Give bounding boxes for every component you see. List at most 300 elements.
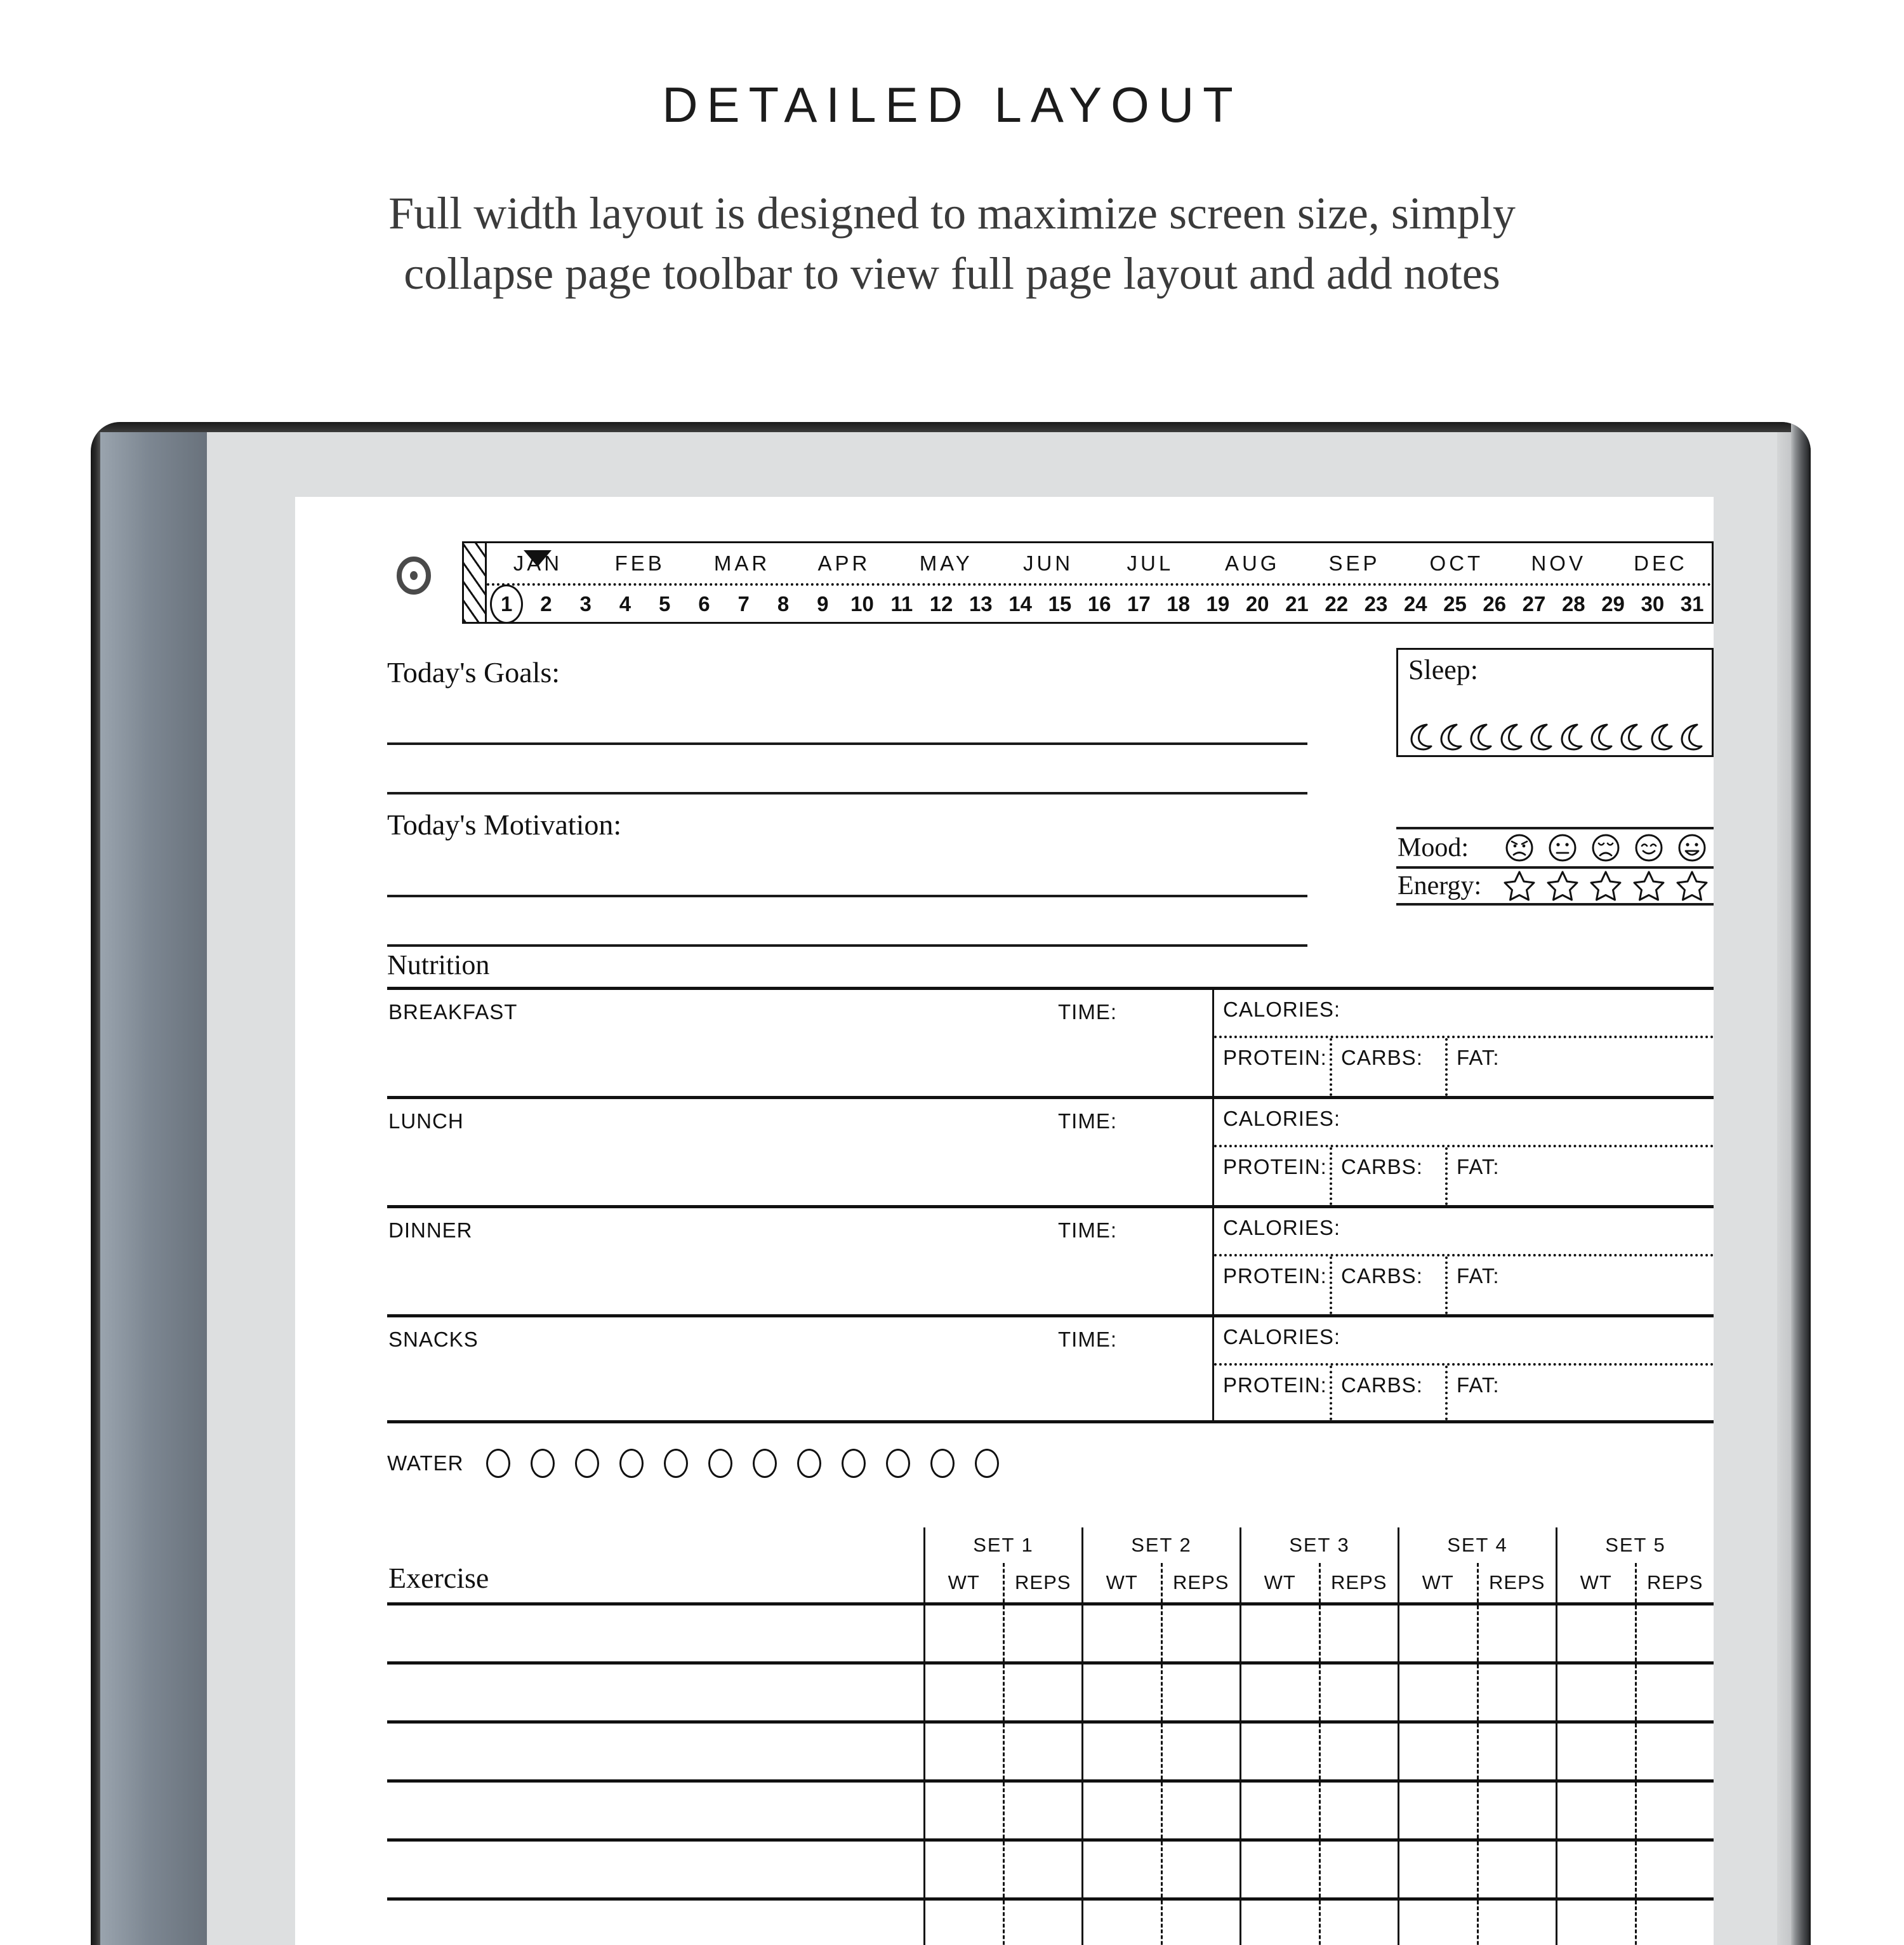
exercise-reps-cell[interactable] xyxy=(1319,1783,1398,1838)
crescent-moon-icon[interactable] xyxy=(1436,721,1464,751)
protein-cell[interactable]: PROTEIN: xyxy=(1223,1373,1327,1397)
set-subheader-row xyxy=(1557,1563,1714,1602)
subtitle-line-2: collapse page toolbar to view full page layout and add notes xyxy=(404,248,1500,300)
month-label: DEC xyxy=(1634,551,1688,575)
day-cell-2[interactable]: 2 xyxy=(540,591,552,616)
exercise-wt-cell[interactable] xyxy=(1083,1665,1161,1720)
todays-goals-label: Today's Goals: xyxy=(387,656,560,689)
exercise-section xyxy=(387,1527,1714,1945)
mood-icon-row xyxy=(1498,833,1714,862)
exercise-wt-cell[interactable] xyxy=(1557,1724,1635,1779)
day-cell-30[interactable]: 30 xyxy=(1641,591,1665,616)
page-toolbar-strip[interactable] xyxy=(100,432,207,1945)
exercise-wt-cell[interactable] xyxy=(925,1783,1003,1838)
month-cell-apr[interactable] xyxy=(793,551,895,576)
exercise-wt-cell[interactable] xyxy=(925,1605,1003,1661)
set-subheader-row xyxy=(925,1563,1081,1602)
exercise-reps-cell[interactable] xyxy=(1477,1665,1556,1720)
exercise-wt-cell[interactable] xyxy=(925,1842,1003,1897)
exercise-wt-cell[interactable] xyxy=(1557,1901,1635,1945)
meal-entry-cell[interactable] xyxy=(387,1208,1212,1314)
exercise-name-cell[interactable] xyxy=(387,1605,923,1661)
macro-row xyxy=(1214,1038,1714,1096)
exercise-reps-cell[interactable] xyxy=(1319,1901,1398,1945)
day-row xyxy=(487,586,1712,622)
exercise-reps-cell[interactable] xyxy=(1477,1724,1556,1779)
exercise-wt-cell[interactable] xyxy=(1557,1665,1635,1720)
month-label: JUL xyxy=(1127,551,1174,575)
energy-label: Energy: xyxy=(1398,871,1482,900)
tablet-right-bezel xyxy=(1791,422,1811,1945)
meal-name-label: DINNER xyxy=(388,1218,473,1242)
exercise-reps-cell[interactable] xyxy=(1161,1783,1240,1838)
exercise-reps-cell[interactable] xyxy=(1635,1665,1714,1720)
wt-header-label: WT xyxy=(1422,1571,1454,1593)
day-cell-24[interactable]: 24 xyxy=(1403,591,1427,616)
macro-cell-group xyxy=(1212,1099,1714,1205)
exercise-name-cell[interactable] xyxy=(387,1783,923,1838)
exercise-set-cell xyxy=(1398,1724,1556,1779)
exercise-sets-cells xyxy=(923,1665,1714,1720)
water-circle-icon[interactable] xyxy=(797,1449,821,1478)
macro-cell-group xyxy=(1212,990,1714,1096)
exercise-reps-cell[interactable] xyxy=(1477,1605,1556,1661)
mood-smile-icon[interactable] xyxy=(1634,833,1663,862)
energy-icon-row xyxy=(1498,870,1714,902)
exercise-set-cell xyxy=(1398,1783,1556,1838)
exercise-set-cell xyxy=(1081,1605,1240,1661)
exercise-wt-cell[interactable] xyxy=(1241,1783,1319,1838)
sleep-box xyxy=(1396,648,1714,757)
day-cell-8[interactable]: 8 xyxy=(777,591,790,616)
tablet-right-bezel-inner xyxy=(1777,432,1791,1945)
exercise-table-body xyxy=(387,1602,1714,1945)
meal-time-label: TIME: xyxy=(1058,1218,1117,1242)
subtitle-line-1: Full width layout is designed to maximize screen size, simply xyxy=(388,188,1516,239)
exercise-set-cell xyxy=(923,1724,1081,1779)
calories-cell[interactable]: CALORIES: xyxy=(1214,990,1714,1038)
exercise-reps-cell[interactable] xyxy=(1635,1842,1714,1897)
exercise-set-cell xyxy=(923,1901,1081,1945)
day-cell-19[interactable]: 19 xyxy=(1206,591,1230,616)
day-cell-23[interactable]: 23 xyxy=(1364,591,1388,616)
set-column-set-1 xyxy=(923,1527,1081,1602)
day-cell-29[interactable]: 29 xyxy=(1601,591,1625,616)
exercise-set-cell xyxy=(1398,1901,1556,1945)
exercise-wt-cell[interactable] xyxy=(1557,1842,1635,1897)
crescent-moon-icon[interactable] xyxy=(1556,721,1584,751)
macro-cell-group xyxy=(1212,1317,1714,1420)
exercise-reps-cell[interactable] xyxy=(1161,1724,1240,1779)
reps-header-label: REPS xyxy=(1003,1563,1082,1602)
meal-entry-cell[interactable] xyxy=(387,990,1212,1096)
month-row xyxy=(487,543,1712,583)
reps-header-label: REPS xyxy=(1477,1563,1556,1602)
exercise-section-title: Exercise xyxy=(388,1562,489,1594)
exercise-wt-cell[interactable] xyxy=(1083,1842,1161,1897)
exercise-name-cell[interactable] xyxy=(387,1901,923,1945)
exercise-reps-cell[interactable] xyxy=(1161,1901,1240,1945)
exercise-wt-cell[interactable] xyxy=(925,1665,1003,1720)
nutrition-row-dinner xyxy=(387,1205,1714,1314)
month-label: SEP xyxy=(1328,551,1380,575)
month-cell-nov[interactable] xyxy=(1507,551,1610,576)
set-column-set-3 xyxy=(1240,1527,1398,1602)
exercise-set-cell xyxy=(923,1783,1081,1838)
exercise-reps-cell[interactable] xyxy=(1477,1842,1556,1897)
reps-header-label: REPS xyxy=(1161,1563,1240,1602)
exercise-reps-cell[interactable] xyxy=(1003,1901,1082,1945)
water-circle-icon[interactable] xyxy=(619,1449,644,1478)
meal-name-label: BREAKFAST xyxy=(388,1000,518,1024)
exercise-reps-cell[interactable] xyxy=(1635,1783,1714,1838)
todays-motivation-block xyxy=(387,808,1307,947)
nutrition-section-title: Nutrition xyxy=(387,949,490,980)
crescent-moon-icon[interactable] xyxy=(1616,721,1644,751)
exercise-table-header xyxy=(387,1527,1714,1602)
exercise-set-cell xyxy=(1081,1783,1240,1838)
month-cell-jun[interactable] xyxy=(997,551,1099,576)
exercise-wt-cell[interactable] xyxy=(1557,1783,1635,1838)
exercise-wt-cell[interactable] xyxy=(1083,1783,1161,1838)
protein-cell[interactable]: PROTEIN: xyxy=(1223,1046,1327,1069)
crescent-moon-icon[interactable] xyxy=(1526,721,1554,751)
month-cell-mar[interactable] xyxy=(691,551,793,576)
exercise-wt-cell[interactable] xyxy=(1399,1842,1477,1897)
carbs-cell[interactable]: CARBS: xyxy=(1330,1256,1445,1314)
meal-entry-cell[interactable] xyxy=(387,1099,1212,1205)
day-cell-15[interactable]: 15 xyxy=(1048,591,1072,616)
day-cell-31[interactable]: 31 xyxy=(1680,591,1704,616)
exercise-table-row xyxy=(387,1842,1714,1901)
crescent-moon-icon[interactable] xyxy=(1586,721,1614,751)
exercise-set-cell xyxy=(1556,1901,1714,1945)
crescent-moon-icon[interactable] xyxy=(1646,721,1674,751)
month-label: FEB xyxy=(614,551,665,575)
day-cell-9[interactable]: 9 xyxy=(817,591,829,616)
tablet-top-bezel xyxy=(91,422,1811,432)
water-circle-icon[interactable] xyxy=(486,1449,510,1478)
exercise-table-row xyxy=(387,1901,1714,1945)
exercise-reps-cell[interactable] xyxy=(1003,1842,1082,1897)
star-icon[interactable] xyxy=(1589,870,1622,902)
sets-header-row xyxy=(923,1527,1714,1602)
exercise-sets-cells xyxy=(923,1724,1714,1779)
star-icon[interactable] xyxy=(1546,870,1579,902)
macro-cell-group xyxy=(1212,1208,1714,1314)
exercise-wt-cell[interactable] xyxy=(1399,1605,1477,1661)
meal-time-label: TIME: xyxy=(1058,1109,1117,1133)
nutrition-table xyxy=(387,987,1714,1423)
fat-cell[interactable]: FAT: xyxy=(1445,1038,1714,1096)
goals-write-line[interactable] xyxy=(387,696,1307,745)
day-cell-17[interactable]: 17 xyxy=(1127,591,1151,616)
month-label: MAY xyxy=(919,551,973,575)
crescent-moon-icon[interactable] xyxy=(1496,721,1524,751)
exercise-set-cell xyxy=(1398,1842,1556,1897)
exercise-sets-cells xyxy=(923,1842,1714,1897)
exercise-name-cell[interactable] xyxy=(387,1724,923,1779)
wt-header-label: WT xyxy=(1106,1571,1138,1593)
month-label: JUN xyxy=(1022,551,1074,575)
page-title: DETAILED LAYOUT xyxy=(662,77,1242,133)
exercise-sets-cells xyxy=(923,1901,1714,1945)
mood-row xyxy=(1396,827,1714,866)
set-header-label: SET 3 xyxy=(1289,1534,1350,1556)
month-label: OCT xyxy=(1429,551,1484,575)
exercise-wt-cell[interactable] xyxy=(1399,1724,1477,1779)
exercise-set-cell xyxy=(1398,1605,1556,1661)
exercise-wt-cell[interactable] xyxy=(1083,1724,1161,1779)
exercise-set-cell xyxy=(1556,1842,1714,1897)
exercise-reps-cell[interactable] xyxy=(1477,1783,1556,1838)
exercise-name-cell[interactable] xyxy=(387,1842,923,1897)
exercise-set-cell xyxy=(1556,1724,1714,1779)
exercise-wt-cell[interactable] xyxy=(925,1724,1003,1779)
calories-cell[interactable]: CALORIES: xyxy=(1214,1317,1714,1366)
month-label: AUG xyxy=(1224,551,1280,575)
exercise-set-cell xyxy=(1240,1605,1398,1661)
water-circle-icon[interactable] xyxy=(708,1449,732,1478)
exercise-reps-cell[interactable] xyxy=(1319,1724,1398,1779)
exercise-wt-cell[interactable] xyxy=(1557,1605,1635,1661)
sleep-moon-row xyxy=(1398,721,1712,751)
exercise-set-cell xyxy=(1398,1665,1556,1720)
exercise-set-cell xyxy=(1240,1842,1398,1897)
water-circle-icon[interactable] xyxy=(975,1449,999,1478)
fat-cell[interactable]: FAT: xyxy=(1445,1366,1714,1420)
set-column-set-2 xyxy=(1081,1527,1240,1602)
mood-angry-icon[interactable] xyxy=(1505,833,1534,862)
energy-row xyxy=(1396,866,1714,906)
water-circle-icon[interactable] xyxy=(842,1449,866,1478)
month-label: JAN xyxy=(513,551,563,575)
set-header-label: SET 2 xyxy=(1131,1534,1192,1556)
exercise-set-cell xyxy=(923,1842,1081,1897)
macro-row xyxy=(1214,1256,1714,1314)
fat-cell[interactable]: FAT: xyxy=(1445,1147,1714,1205)
todays-goals-block xyxy=(387,656,1307,794)
month-cell-may[interactable] xyxy=(895,551,997,576)
motivation-write-line[interactable] xyxy=(387,897,1307,947)
exercise-reps-cell[interactable] xyxy=(1319,1605,1398,1661)
exercise-wt-cell[interactable] xyxy=(1083,1605,1161,1661)
carbs-cell[interactable]: CARBS: xyxy=(1330,1147,1445,1205)
day-cell-27[interactable]: 27 xyxy=(1522,591,1546,616)
exercise-set-cell xyxy=(1081,1665,1240,1720)
day-cell-18[interactable]: 18 xyxy=(1167,591,1190,616)
carbs-cell[interactable]: CARBS: xyxy=(1330,1366,1445,1420)
month-cell-jul[interactable] xyxy=(1099,551,1201,576)
exercise-reps-cell[interactable] xyxy=(1003,1605,1082,1661)
exercise-title-cell xyxy=(387,1527,923,1602)
exercise-reps-cell[interactable] xyxy=(1477,1901,1556,1945)
exercise-reps-cell[interactable] xyxy=(1635,1605,1714,1661)
exercise-set-cell xyxy=(1240,1724,1398,1779)
water-circle-icon[interactable] xyxy=(664,1449,688,1478)
month-cell-jan[interactable] xyxy=(487,551,589,576)
exercise-set-cell xyxy=(1081,1901,1240,1945)
exercise-table-row xyxy=(387,1665,1714,1724)
month-cell-sep[interactable] xyxy=(1304,551,1406,576)
planner-page xyxy=(295,497,1714,1945)
wt-header-label: WT xyxy=(1580,1571,1612,1593)
meal-entry-cell[interactable] xyxy=(387,1317,1212,1420)
exercise-reps-cell[interactable] xyxy=(1003,1665,1082,1720)
selected-month-marker-icon xyxy=(524,550,552,567)
exercise-set-cell xyxy=(1556,1605,1714,1661)
exercise-wt-cell[interactable] xyxy=(1241,1842,1319,1897)
water-dot-row xyxy=(486,1449,999,1478)
record-target-icon[interactable] xyxy=(396,557,432,595)
exercise-wt-cell[interactable] xyxy=(1241,1724,1319,1779)
exercise-reps-cell[interactable] xyxy=(1003,1783,1082,1838)
exercise-wt-cell[interactable] xyxy=(1241,1665,1319,1720)
day-cell-14[interactable]: 14 xyxy=(1008,591,1032,616)
set-header-label: SET 1 xyxy=(973,1534,1034,1556)
exercise-set-cell xyxy=(1081,1724,1240,1779)
exercise-set-cell xyxy=(1081,1842,1240,1897)
day-cell-4[interactable]: 4 xyxy=(619,591,631,616)
goals-write-line[interactable] xyxy=(387,745,1307,794)
page-header xyxy=(0,0,1904,304)
day-cell-5[interactable]: 5 xyxy=(659,591,671,616)
strip-hatch-pattern xyxy=(464,543,487,622)
water-circle-icon[interactable] xyxy=(930,1449,955,1478)
nutrition-row-breakfast xyxy=(387,987,1714,1096)
exercise-set-cell xyxy=(1240,1665,1398,1720)
mood-neutral-icon[interactable] xyxy=(1548,833,1577,862)
day-cell-25[interactable]: 25 xyxy=(1443,591,1467,616)
exercise-wt-cell[interactable] xyxy=(1241,1605,1319,1661)
crescent-moon-icon[interactable] xyxy=(1465,721,1493,751)
day-cell-6[interactable]: 6 xyxy=(698,591,710,616)
reps-header-label: REPS xyxy=(1635,1563,1714,1602)
day-cell-26[interactable]: 26 xyxy=(1483,591,1507,616)
macro-row xyxy=(1214,1147,1714,1205)
meal-name-label: SNACKS xyxy=(388,1328,479,1351)
water-circle-icon[interactable] xyxy=(753,1449,777,1478)
protein-cell[interactable]: PROTEIN: xyxy=(1223,1264,1327,1288)
set-subheader-row xyxy=(1399,1563,1556,1602)
exercise-wt-cell[interactable] xyxy=(1399,1901,1477,1945)
sleep-label: Sleep: xyxy=(1408,654,1478,685)
exercise-reps-cell[interactable] xyxy=(1161,1665,1240,1720)
exercise-reps-cell[interactable] xyxy=(1635,1724,1714,1779)
water-circle-icon[interactable] xyxy=(575,1449,599,1478)
date-selector-strip[interactable] xyxy=(462,541,1714,624)
exercise-set-cell xyxy=(1240,1783,1398,1838)
exercise-set-cell xyxy=(1556,1665,1714,1720)
month-label: APR xyxy=(817,551,871,575)
month-cell-feb[interactable] xyxy=(589,551,691,576)
page-subtitle xyxy=(190,183,1714,304)
macro-row xyxy=(1214,1366,1714,1420)
day-cell-16[interactable]: 16 xyxy=(1087,591,1111,616)
exercise-wt-cell[interactable] xyxy=(1241,1901,1319,1945)
day-cell-1[interactable]: 1 xyxy=(487,592,526,616)
set-subheader-row xyxy=(1083,1563,1240,1602)
water-tracker-row xyxy=(387,1449,999,1478)
day-cell-22[interactable]: 22 xyxy=(1325,591,1349,616)
exercise-reps-cell[interactable] xyxy=(1635,1901,1714,1945)
crescent-moon-icon[interactable] xyxy=(1406,721,1434,751)
motivation-write-line[interactable] xyxy=(387,848,1307,897)
water-label: WATER xyxy=(387,1451,464,1475)
crescent-moon-icon[interactable] xyxy=(1676,721,1704,751)
day-cell-7[interactable]: 7 xyxy=(737,591,750,616)
day-cell-21[interactable]: 21 xyxy=(1285,591,1309,616)
exercise-name-cell[interactable] xyxy=(387,1665,923,1720)
exercise-reps-cell[interactable] xyxy=(1161,1842,1240,1897)
day-cell-12[interactable]: 12 xyxy=(929,591,953,616)
star-icon[interactable] xyxy=(1676,870,1709,902)
star-icon[interactable] xyxy=(1632,870,1665,902)
exercise-wt-cell[interactable] xyxy=(925,1901,1003,1945)
set-header-label: SET 4 xyxy=(1447,1534,1508,1556)
exercise-wt-cell[interactable] xyxy=(1083,1901,1161,1945)
month-cell-dec[interactable] xyxy=(1610,551,1712,576)
mood-sad-icon[interactable] xyxy=(1591,833,1620,862)
exercise-reps-cell[interactable] xyxy=(1319,1665,1398,1720)
wt-header-label: WT xyxy=(948,1571,980,1593)
exercise-wt-cell[interactable] xyxy=(1399,1783,1477,1838)
month-cell-oct[interactable] xyxy=(1405,551,1507,576)
exercise-wt-cell[interactable] xyxy=(1399,1665,1477,1720)
protein-cell[interactable]: PROTEIN: xyxy=(1223,1155,1327,1178)
exercise-reps-cell[interactable] xyxy=(1003,1724,1082,1779)
day-cell-13[interactable]: 13 xyxy=(969,591,993,616)
month-cell-aug[interactable] xyxy=(1201,551,1304,576)
reps-header-label: REPS xyxy=(1319,1563,1398,1602)
day-cell-11[interactable]: 11 xyxy=(890,591,913,616)
day-cell-3[interactable]: 3 xyxy=(579,591,592,616)
water-circle-icon[interactable] xyxy=(531,1449,555,1478)
day-cell-20[interactable]: 20 xyxy=(1245,591,1269,616)
exercise-reps-cell[interactable] xyxy=(1319,1842,1398,1897)
fat-cell[interactable]: FAT: xyxy=(1445,1256,1714,1314)
carbs-cell[interactable]: CARBS: xyxy=(1330,1038,1445,1096)
tablet-device xyxy=(91,422,1811,1945)
exercise-table-row xyxy=(387,1783,1714,1842)
water-circle-icon[interactable] xyxy=(886,1449,910,1478)
exercise-table-row xyxy=(387,1724,1714,1783)
month-label: MAR xyxy=(713,551,770,575)
calories-cell[interactable]: CALORIES: xyxy=(1214,1208,1714,1256)
exercise-sets-cells xyxy=(923,1605,1714,1661)
exercise-set-cell xyxy=(1240,1901,1398,1945)
nutrition-row-snacks xyxy=(387,1314,1714,1423)
set-header-label: SET 5 xyxy=(1605,1534,1666,1556)
day-cell-28[interactable]: 28 xyxy=(1561,591,1585,616)
mood-energy-block xyxy=(1396,827,1714,906)
month-label: NOV xyxy=(1531,551,1586,575)
star-icon[interactable] xyxy=(1503,870,1536,902)
date-strip-row xyxy=(387,541,1714,630)
meal-name-label: LUNCH xyxy=(388,1109,464,1133)
set-subheader-row xyxy=(1241,1563,1398,1602)
day-cell-10[interactable]: 10 xyxy=(850,591,874,616)
exercise-reps-cell[interactable] xyxy=(1161,1605,1240,1661)
meal-time-label: TIME: xyxy=(1058,1328,1117,1351)
meal-time-label: TIME: xyxy=(1058,1000,1117,1024)
exercise-set-cell xyxy=(923,1605,1081,1661)
calories-cell[interactable]: CALORIES: xyxy=(1214,1099,1714,1147)
mood-grin-icon[interactable] xyxy=(1677,833,1707,862)
wt-header-label: WT xyxy=(1264,1571,1296,1593)
exercise-table-row xyxy=(387,1605,1714,1665)
exercise-sets-cells xyxy=(923,1783,1714,1838)
